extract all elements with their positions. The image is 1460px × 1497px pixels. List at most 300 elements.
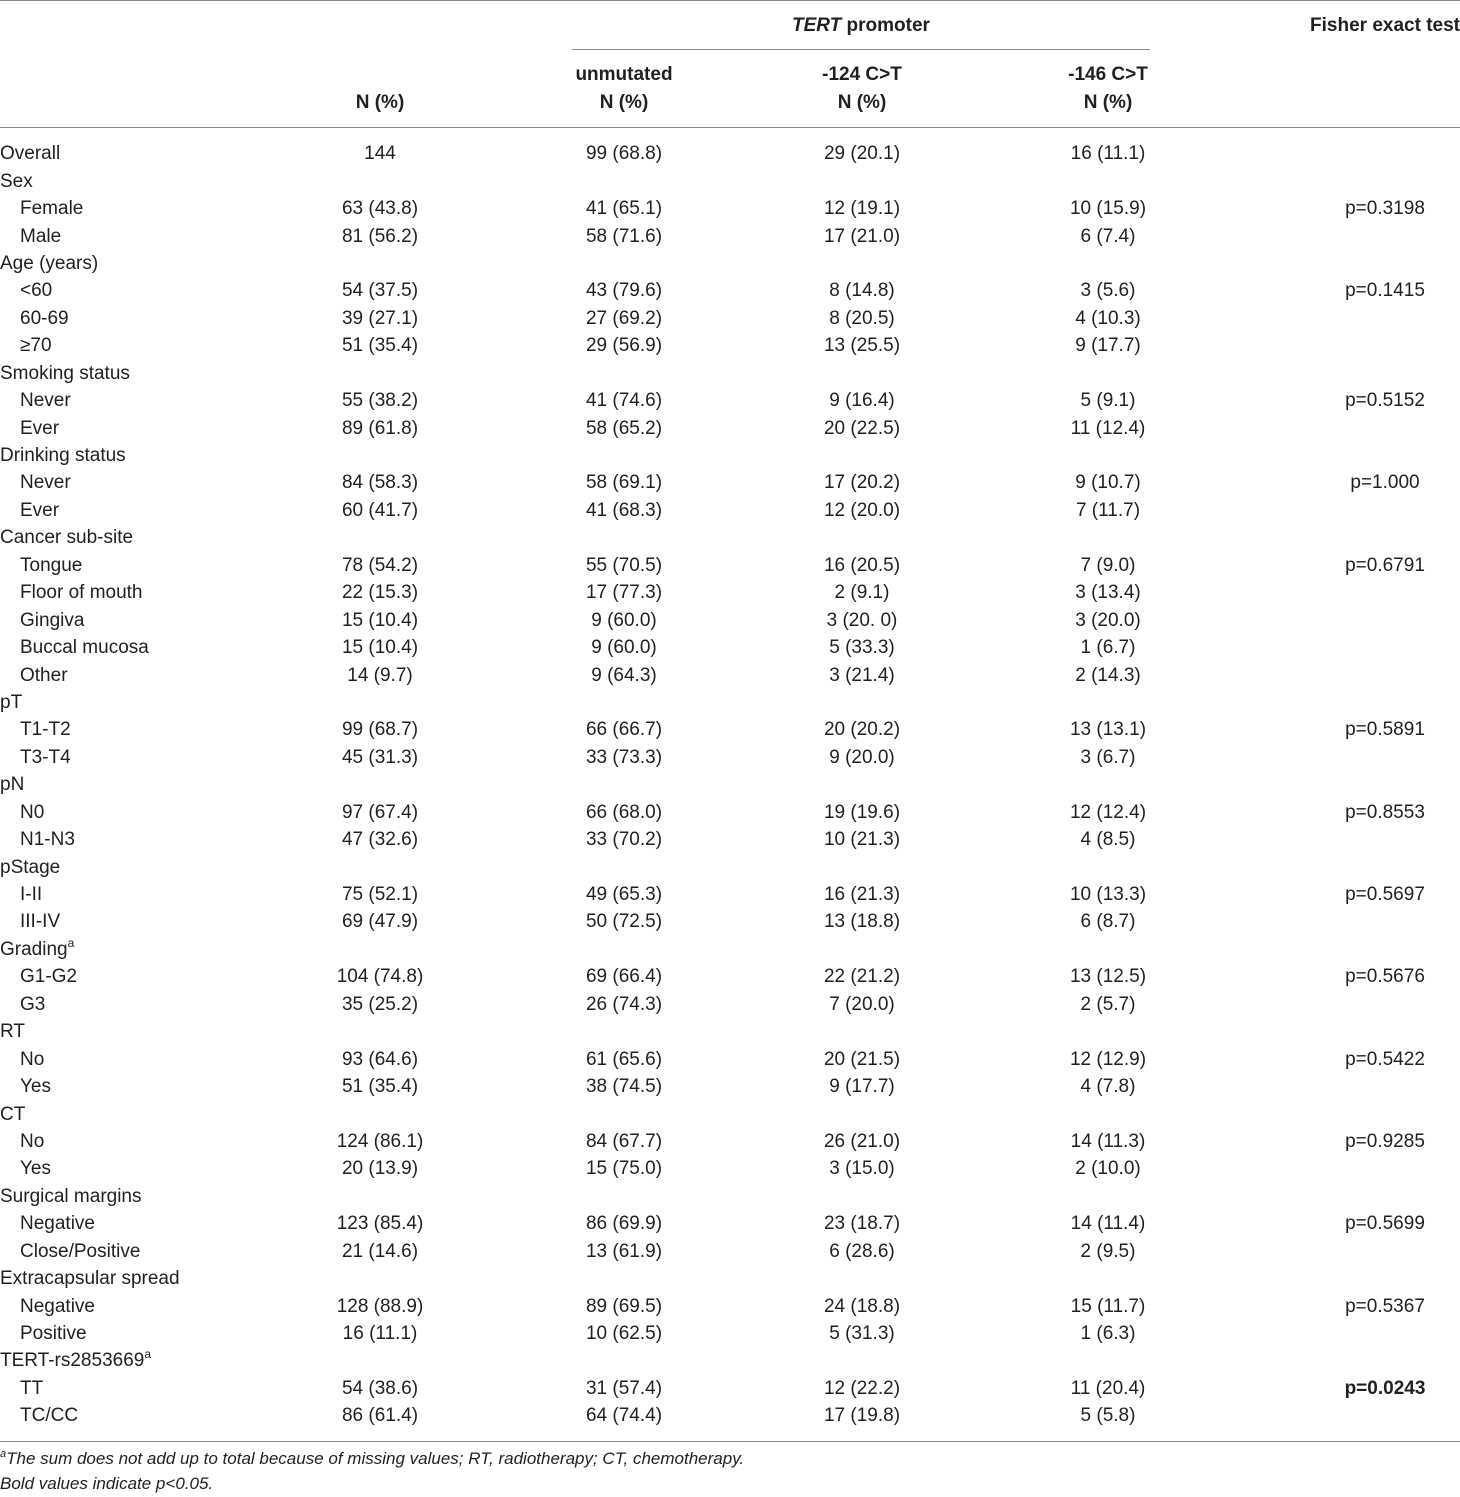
spacer — [724, 579, 762, 606]
cell-n: 39 (27.1) — [341, 307, 419, 329]
cell-n: 86 (61.4) — [341, 1405, 419, 1427]
spacer — [962, 1100, 1008, 1127]
cell-unmutated — [524, 1265, 724, 1292]
spacer — [724, 469, 762, 496]
unmutated-column-header: unmutated N (%) — [575, 64, 673, 113]
spacer — [1208, 1238, 1310, 1265]
row-label: RT — [0, 1021, 25, 1043]
spacer — [724, 936, 762, 963]
cell-n: 93 (64.6) — [341, 1048, 419, 1070]
cell-c146: 7 (9.0) — [1080, 554, 1136, 576]
spacer — [1208, 1155, 1310, 1182]
cell-c124: 26 (21.0) — [823, 1130, 901, 1152]
spacer — [1208, 414, 1310, 441]
spacer — [962, 195, 1008, 222]
cell-p-value: p=0.5699 — [1345, 1213, 1425, 1235]
cell-p-value — [1310, 936, 1460, 963]
spacer — [480, 222, 524, 249]
spacer — [480, 991, 524, 1018]
cell-p-value — [1310, 1183, 1460, 1210]
spacer — [724, 991, 762, 1018]
cell-c124 — [762, 442, 962, 469]
table-group-row — [0, 167, 1460, 194]
cell-unmutated: 58 (65.2) — [585, 417, 663, 439]
cell-c146: 6 (8.7) — [1080, 911, 1136, 933]
cell-unmutated — [524, 1347, 724, 1374]
cell-c124 — [762, 853, 962, 880]
spacer — [724, 771, 762, 798]
cell-n — [280, 689, 480, 716]
cell-n: 51 (35.4) — [341, 1076, 419, 1098]
spacer — [962, 1347, 1008, 1374]
table-group-row — [0, 1265, 1460, 1292]
spacer — [962, 634, 1008, 661]
cell-c146: 3 (5.6) — [1080, 280, 1136, 302]
cell-c124 — [762, 167, 962, 194]
cell-c146: 7 (11.7) — [1075, 499, 1141, 521]
spacer — [724, 716, 762, 743]
spacer — [724, 1265, 762, 1292]
cell-c124: 6 (28.6) — [829, 1240, 895, 1262]
cell-p-value: p=0.1415 — [1345, 280, 1425, 302]
row-label: pStage — [0, 856, 61, 878]
table-row — [0, 634, 1460, 661]
cell-c124: 20 (22.5) — [823, 417, 901, 439]
cell-n: 123 (85.4) — [336, 1213, 424, 1235]
table-row — [0, 744, 1460, 771]
spacer — [480, 1320, 524, 1347]
cell-p-value — [1310, 442, 1460, 469]
spacer — [480, 1073, 524, 1100]
spacer — [1208, 167, 1310, 194]
spacer — [724, 826, 762, 853]
cell-p-value — [1310, 1265, 1460, 1292]
spacer — [724, 277, 762, 304]
cell-c146: 10 (13.3) — [1069, 884, 1147, 906]
row-label: pT — [0, 691, 23, 713]
table-row — [0, 1402, 1460, 1429]
spacer — [480, 552, 524, 579]
table-row — [0, 1375, 1460, 1402]
spacer — [480, 908, 524, 935]
spacer — [724, 195, 762, 222]
cell-c146: 16 (11.1) — [1070, 143, 1146, 165]
cell-p-value — [1310, 661, 1460, 688]
row-label: Tongue — [20, 554, 83, 576]
cell-n: 54 (37.5) — [341, 280, 419, 302]
row-label: Floor of mouth — [20, 582, 143, 604]
header-bottom-rule — [0, 127, 1460, 128]
spacer — [724, 1210, 762, 1237]
spacer — [480, 881, 524, 908]
cell-p-value: p=0.5676 — [1345, 966, 1425, 988]
spacer — [962, 661, 1008, 688]
row-label: III-IV — [20, 911, 61, 933]
cell-p-value — [1310, 826, 1460, 853]
footnote-bold-values: Bold values indicate p<0.05. — [0, 1474, 214, 1493]
cell-n: 54 (38.6) — [341, 1377, 419, 1399]
cell-c124: 13 (25.5) — [823, 335, 901, 357]
cell-p-value — [1310, 991, 1460, 1018]
row-label: Gingiva — [20, 609, 85, 631]
spacer — [724, 167, 762, 194]
bottom-rule — [0, 1441, 1460, 1442]
row-label: Cancer sub-site — [0, 527, 134, 549]
cell-c146: 14 (11.3) — [1070, 1130, 1146, 1152]
cell-c124: 17 (21.0) — [823, 225, 901, 247]
cell-c124 — [762, 771, 962, 798]
cell-p-value — [1310, 1402, 1460, 1429]
table-row — [0, 716, 1460, 743]
spacer — [962, 579, 1008, 606]
spacer — [1208, 250, 1310, 277]
cell-p-value — [1310, 1238, 1460, 1265]
spacer — [962, 908, 1008, 935]
spacer — [1208, 1402, 1310, 1429]
spacer — [480, 497, 524, 524]
cell-unmutated: 33 (70.2) — [585, 829, 663, 851]
row-label: Grading$^a$ — [0, 935, 75, 960]
table-group-row — [0, 140, 1460, 167]
cell-unmutated — [524, 1183, 724, 1210]
row-label: Male — [20, 225, 62, 247]
row-label: Smoking status — [0, 362, 130, 384]
cell-c146: 14 (11.4) — [1070, 1213, 1146, 1235]
spacer — [480, 1210, 524, 1237]
cell-n: 84 (58.3) — [341, 472, 419, 494]
row-label: Yes — [20, 1158, 51, 1180]
cell-c146 — [1008, 167, 1208, 194]
cell-p-value: p=1.000 — [1350, 472, 1420, 494]
spacer — [962, 552, 1008, 579]
cell-n — [280, 1018, 480, 1045]
cell-n — [280, 250, 480, 277]
spacer — [724, 387, 762, 414]
spacer — [962, 1155, 1008, 1182]
cell-c146: 12 (12.9) — [1069, 1048, 1147, 1070]
spacer — [724, 1375, 762, 1402]
spacer — [724, 689, 762, 716]
spacer — [480, 1238, 524, 1265]
spacer — [724, 497, 762, 524]
top-rule — [0, 0, 1460, 1]
c124-column-header: -124 C>T N (%) — [822, 64, 902, 113]
spacer — [962, 881, 1008, 908]
cell-p-value — [1310, 771, 1460, 798]
spacer — [1208, 634, 1310, 661]
spacer — [1208, 1265, 1310, 1292]
cell-p-value — [1310, 1155, 1460, 1182]
cell-n — [280, 1100, 480, 1127]
spacer — [962, 222, 1008, 249]
footnote-missing-values: $^a$The sum does not add up to total because of missing values; RT, radiotherapy; CT, chemotherapy. — [0, 1448, 745, 1468]
row-label: Negative — [20, 1213, 95, 1235]
spacer — [480, 1128, 524, 1155]
row-label: T1-T2 — [20, 719, 71, 741]
table-row — [0, 387, 1460, 414]
spacer — [724, 908, 762, 935]
cell-p-value — [1310, 1100, 1460, 1127]
cell-c124: 5 (33.3) — [829, 637, 895, 659]
cell-p-value: p=0.5152 — [1345, 390, 1425, 412]
spacer — [724, 1320, 762, 1347]
spacer — [1208, 853, 1310, 880]
row-label: G1-G2 — [20, 966, 78, 988]
cell-unmutated — [524, 442, 724, 469]
table-row — [0, 469, 1460, 496]
cell-n: 69 (47.9) — [341, 911, 419, 933]
cell-p-value — [1310, 853, 1460, 880]
spacer — [962, 524, 1008, 551]
cell-p-value: p=0.9285 — [1345, 1130, 1425, 1152]
spacer — [480, 1183, 524, 1210]
spacer — [1208, 195, 1310, 222]
spacer — [480, 332, 524, 359]
cell-c124: 16 (21.3) — [823, 884, 901, 906]
spacer — [724, 1045, 762, 1072]
spacer — [480, 689, 524, 716]
table-group-row — [0, 442, 1460, 469]
cell-unmutated — [524, 936, 724, 963]
spacer — [480, 469, 524, 496]
row-label: No — [20, 1130, 45, 1152]
cell-p-value: p=0.8553 — [1345, 801, 1425, 823]
cell-unmutated: 15 (75.0) — [585, 1158, 663, 1180]
cell-n: 81 (56.2) — [341, 225, 419, 247]
spacer — [480, 661, 524, 688]
spacer — [724, 1238, 762, 1265]
cell-unmutated: 58 (69.1) — [585, 472, 663, 494]
spacer — [1208, 991, 1310, 1018]
spacer — [962, 1320, 1008, 1347]
cell-n — [280, 1265, 480, 1292]
spacer — [962, 305, 1008, 332]
cell-unmutated: 50 (72.5) — [585, 911, 663, 933]
cell-n: 75 (52.1) — [341, 884, 419, 906]
cell-c146 — [1008, 771, 1208, 798]
cell-n: 22 (15.3) — [341, 582, 419, 604]
spacer — [724, 853, 762, 880]
spacer — [962, 1265, 1008, 1292]
spacer — [724, 1402, 762, 1429]
cell-c146: 2 (14.3) — [1075, 664, 1141, 686]
cell-c146: 5 (5.8) — [1080, 1405, 1136, 1427]
cell-n — [280, 771, 480, 798]
spacer — [1208, 140, 1310, 167]
spacer — [724, 1073, 762, 1100]
cell-unmutated — [524, 360, 724, 387]
cell-unmutated: 33 (73.3) — [585, 746, 663, 768]
spacer — [1208, 1018, 1310, 1045]
cell-unmutated: 55 (70.5) — [585, 554, 663, 576]
row-label: Ever — [20, 417, 60, 439]
table-group-row — [0, 524, 1460, 551]
cell-unmutated: 26 (74.3) — [585, 993, 663, 1015]
cell-c124: 2 (9.1) — [834, 582, 890, 604]
spacer — [480, 771, 524, 798]
spacer — [1208, 661, 1310, 688]
spacer — [480, 799, 524, 826]
spacer — [724, 332, 762, 359]
cell-unmutated: 41 (74.6) — [585, 390, 663, 412]
cell-unmutated — [524, 1018, 724, 1045]
spacer — [480, 716, 524, 743]
cell-p-value — [1310, 744, 1460, 771]
spacer — [1208, 222, 1310, 249]
cell-c146 — [1008, 1100, 1208, 1127]
cell-unmutated: 69 (66.4) — [585, 966, 663, 988]
cell-n: 60 (41.7) — [341, 499, 419, 521]
spacer — [724, 1128, 762, 1155]
table-row — [0, 1073, 1460, 1100]
spacer — [480, 1402, 524, 1429]
spacer — [962, 1073, 1008, 1100]
cell-c124: 8 (20.5) — [829, 307, 895, 329]
spacer — [962, 140, 1008, 167]
cell-unmutated — [524, 1100, 724, 1127]
spacer — [962, 799, 1008, 826]
cell-c124: 12 (22.2) — [823, 1377, 901, 1399]
cell-n: 16 (11.1) — [342, 1323, 418, 1345]
spacer — [724, 606, 762, 633]
cell-c124: 23 (18.7) — [823, 1213, 901, 1235]
spacer — [1208, 277, 1310, 304]
spacer — [724, 140, 762, 167]
cell-p-value — [1310, 414, 1460, 441]
cell-c124 — [762, 360, 962, 387]
table-row — [0, 1292, 1460, 1319]
cell-c124 — [762, 524, 962, 551]
cell-c124: 17 (19.8) — [823, 1405, 901, 1427]
spacer — [1208, 387, 1310, 414]
cell-n: 55 (38.2) — [341, 390, 419, 412]
cell-n: 35 (25.2) — [341, 993, 419, 1015]
tert-promoter-group-header: TERT promoter — [792, 15, 930, 36]
c146-column-header: -146 C>T N (%) — [1068, 64, 1148, 113]
cell-c124 — [762, 1265, 962, 1292]
cell-c146 — [1008, 1183, 1208, 1210]
spacer — [1208, 744, 1310, 771]
cell-c124 — [762, 250, 962, 277]
cell-c146: 5 (9.1) — [1080, 390, 1136, 412]
row-label: ≥70 — [20, 335, 52, 357]
row-label: Female — [20, 198, 84, 220]
table-row — [0, 963, 1460, 990]
cell-n — [280, 442, 480, 469]
spacer — [480, 360, 524, 387]
cell-c146: 3 (13.4) — [1075, 582, 1141, 604]
row-label: No — [20, 1048, 45, 1070]
cell-c124: 12 (20.0) — [823, 499, 901, 521]
spacer — [480, 826, 524, 853]
data-table — [0, 140, 1460, 1430]
spacer — [962, 1045, 1008, 1072]
cell-c146: 2 (10.0) — [1075, 1158, 1141, 1180]
row-label: Buccal mucosa — [20, 637, 149, 659]
spacer — [724, 552, 762, 579]
cell-unmutated: 9 (60.0) — [591, 637, 657, 659]
spacer — [480, 250, 524, 277]
spacer — [962, 771, 1008, 798]
cell-n: 128 (88.9) — [336, 1295, 424, 1317]
cell-c124: 3 (21.4) — [829, 664, 895, 686]
cell-c124: 3 (15.0) — [829, 1158, 895, 1180]
cell-c146 — [1008, 524, 1208, 551]
row-label: Other — [20, 664, 68, 686]
cell-unmutated: 17 (77.3) — [585, 582, 663, 604]
spacer — [1208, 606, 1310, 633]
cell-c146: 11 (12.4) — [1070, 417, 1146, 439]
table-group-row — [0, 689, 1460, 716]
cell-c146: 3 (6.7) — [1080, 746, 1136, 768]
cell-c146 — [1008, 1018, 1208, 1045]
row-label: Extracapsular spread — [0, 1268, 180, 1290]
cell-unmutated: 61 (65.6) — [585, 1048, 663, 1070]
cell-n: 15 (10.4) — [341, 637, 419, 659]
table-row — [0, 277, 1460, 304]
spacer — [1208, 1073, 1310, 1100]
spacer — [1208, 1128, 1310, 1155]
table-group-row — [0, 1018, 1460, 1045]
table-row — [0, 606, 1460, 633]
table-group-row — [0, 1100, 1460, 1127]
spacer — [1208, 1183, 1310, 1210]
cell-unmutated: 38 (74.5) — [585, 1076, 663, 1098]
cell-p-value — [1310, 1347, 1460, 1374]
spacer — [724, 661, 762, 688]
cell-p-value: p=0.5697 — [1345, 884, 1425, 906]
spacer — [1208, 524, 1310, 551]
cell-n — [280, 1347, 480, 1374]
cell-c146: 15 (11.7) — [1070, 1295, 1146, 1317]
table-row — [0, 799, 1460, 826]
cell-p-value: p=0.5422 — [1345, 1048, 1425, 1070]
row-label: TC/CC — [20, 1405, 79, 1427]
spacer — [480, 442, 524, 469]
cell-c124: 9 (16.4) — [829, 390, 895, 412]
table-row — [0, 1155, 1460, 1182]
spacer — [1208, 716, 1310, 743]
cell-c124: 20 (21.5) — [823, 1048, 901, 1070]
cell-c124 — [762, 1100, 962, 1127]
spacer — [724, 1100, 762, 1127]
cell-c146: 12 (12.4) — [1069, 801, 1147, 823]
spacer — [962, 497, 1008, 524]
spacer — [480, 1100, 524, 1127]
row-label: Ever — [20, 499, 60, 521]
spacer — [724, 1018, 762, 1045]
group-header-rule — [572, 49, 1150, 50]
row-label: G3 — [20, 993, 46, 1015]
spacer — [480, 853, 524, 880]
spacer — [962, 1128, 1008, 1155]
cell-c146: 9 (17.7) — [1075, 335, 1141, 357]
cell-c124: 29 (20.1) — [823, 143, 901, 165]
cell-c146: 1 (6.7) — [1080, 637, 1136, 659]
spacer — [962, 1375, 1008, 1402]
cell-unmutated: 66 (68.0) — [585, 801, 663, 823]
table-body — [0, 140, 1460, 1430]
spacer — [480, 524, 524, 551]
cell-p-value — [1310, 167, 1460, 194]
spacer — [962, 250, 1008, 277]
spacer — [962, 1018, 1008, 1045]
cell-c124: 10 (21.3) — [823, 829, 901, 851]
cell-c146: 3 (20.0) — [1075, 609, 1141, 631]
cell-unmutated: 9 (60.0) — [591, 609, 657, 631]
cell-unmutated: 58 (71.6) — [585, 225, 663, 247]
cell-unmutated: 64 (74.4) — [585, 1405, 663, 1427]
